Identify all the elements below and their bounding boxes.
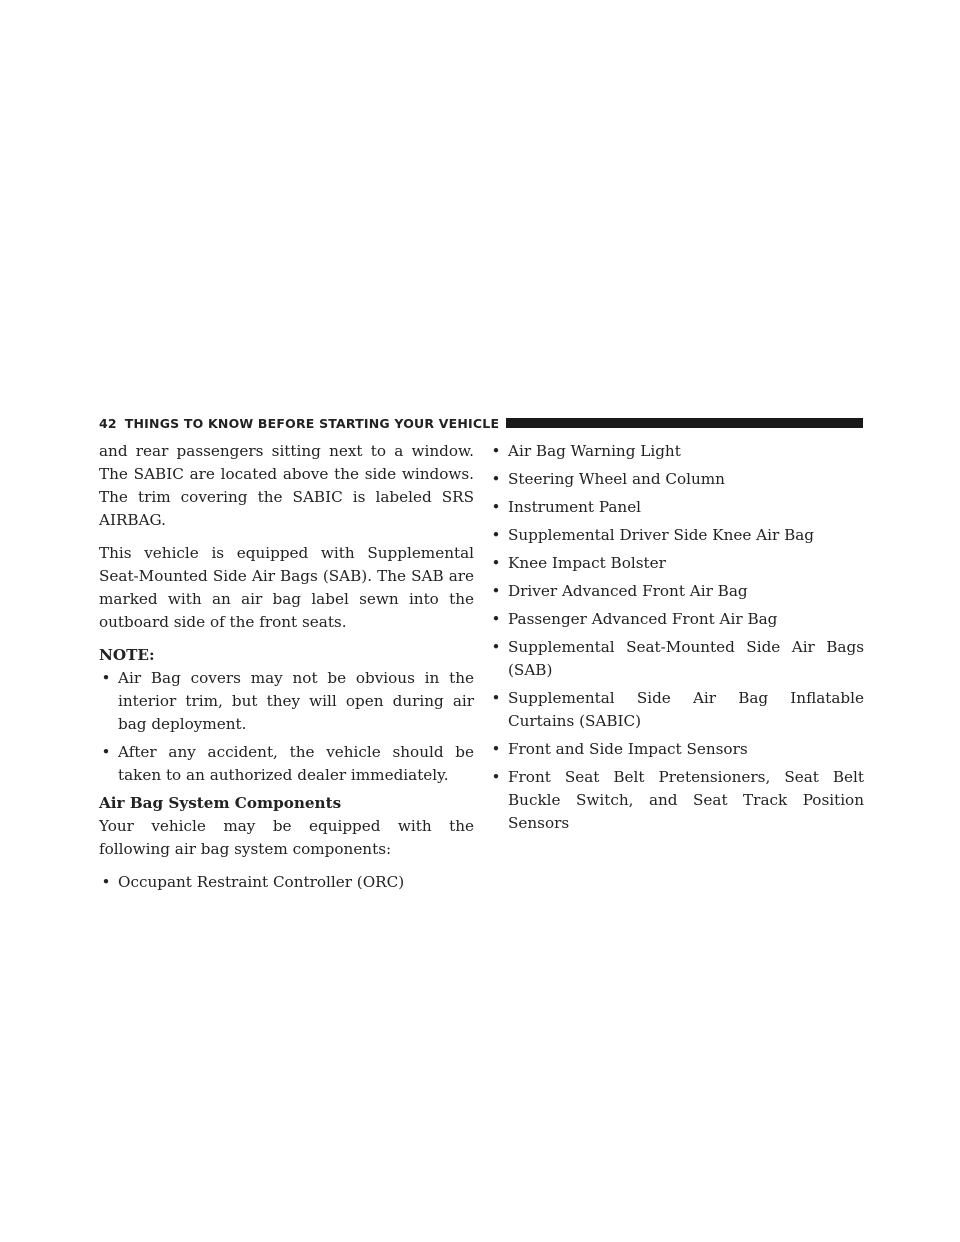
- component-list-left: [99, 871, 474, 894]
- component-item: • Occupant Restraint Controller (ORC): [99, 871, 474, 894]
- note-label: NOTE:: [99, 646, 155, 664]
- bullet-icon: •: [491, 582, 501, 600]
- component-item: • Instrument Panel: [489, 496, 864, 519]
- component-item: • Supplemental Side Air Bag Inflatable Curtains (SABIC): [489, 687, 864, 733]
- paragraph-sab-equipped: This vehicle is equipped with Supplemental Seat-Mounted Side Air Bags (SAB). The SAB are marked with an air bag label sewn into the outboard side of the front seats.: [99, 544, 474, 631]
- note-item: • After any accident, the vehicle should be taken to an authorized dealer immediately.: [99, 741, 474, 787]
- component-item: • Air Bag Warning Light: [489, 440, 864, 463]
- bullet-icon: •: [491, 526, 501, 544]
- component-item: • Front Seat Belt Pretensioners, Seat Belt Buckle Switch, and Seat Track Position Sensors: [489, 766, 864, 835]
- page-number: 42: [99, 415, 117, 431]
- component-item: • Front and Side Impact Sensors: [489, 738, 864, 761]
- left-column: [99, 440, 474, 899]
- right-column: [489, 440, 864, 840]
- bullet-icon: •: [101, 669, 111, 687]
- bullet-icon: •: [491, 638, 501, 656]
- bullet-icon: •: [491, 689, 501, 707]
- header-title: THINGS TO KNOW BEFORE STARTING YOUR VEHICLE: [124, 415, 500, 431]
- bullet-icon: •: [491, 470, 501, 488]
- page-header: [99, 412, 863, 434]
- section-title: Air Bag System Components: [99, 794, 342, 812]
- component-item: • Knee Impact Bolster: [489, 552, 864, 575]
- component-list-right: [489, 440, 864, 835]
- bullet-icon: •: [491, 768, 501, 786]
- paragraph-sabic-location: and rear passengers sitting next to a window. The SABIC are located above the side windows. The trim covering the SABIC is labeled SRS AIRBAG.: [99, 442, 474, 529]
- component-item: • Supplemental Seat-Mounted Side Air Bags (SAB): [489, 636, 864, 682]
- bullet-icon: •: [101, 873, 111, 891]
- component-item: • Steering Wheel and Column: [489, 468, 864, 491]
- note-item: • Air Bag covers may not be obvious in the interior trim, but they will open during air bag deployment.: [99, 667, 474, 736]
- component-item: • Driver Advanced Front Air Bag: [489, 580, 864, 603]
- bullet-icon: •: [491, 554, 501, 572]
- section-intro: Your vehicle may be equipped with the following air bag system components:: [99, 817, 474, 858]
- bullet-icon: •: [491, 610, 501, 628]
- header-rule: [506, 418, 863, 428]
- component-item: • Passenger Advanced Front Air Bag: [489, 608, 864, 631]
- bullet-icon: •: [101, 743, 111, 761]
- bullet-icon: •: [491, 442, 501, 460]
- bullet-icon: •: [491, 498, 501, 516]
- bullet-icon: •: [491, 740, 501, 758]
- note-list: [99, 667, 474, 787]
- component-item: • Supplemental Driver Side Knee Air Bag: [489, 524, 864, 547]
